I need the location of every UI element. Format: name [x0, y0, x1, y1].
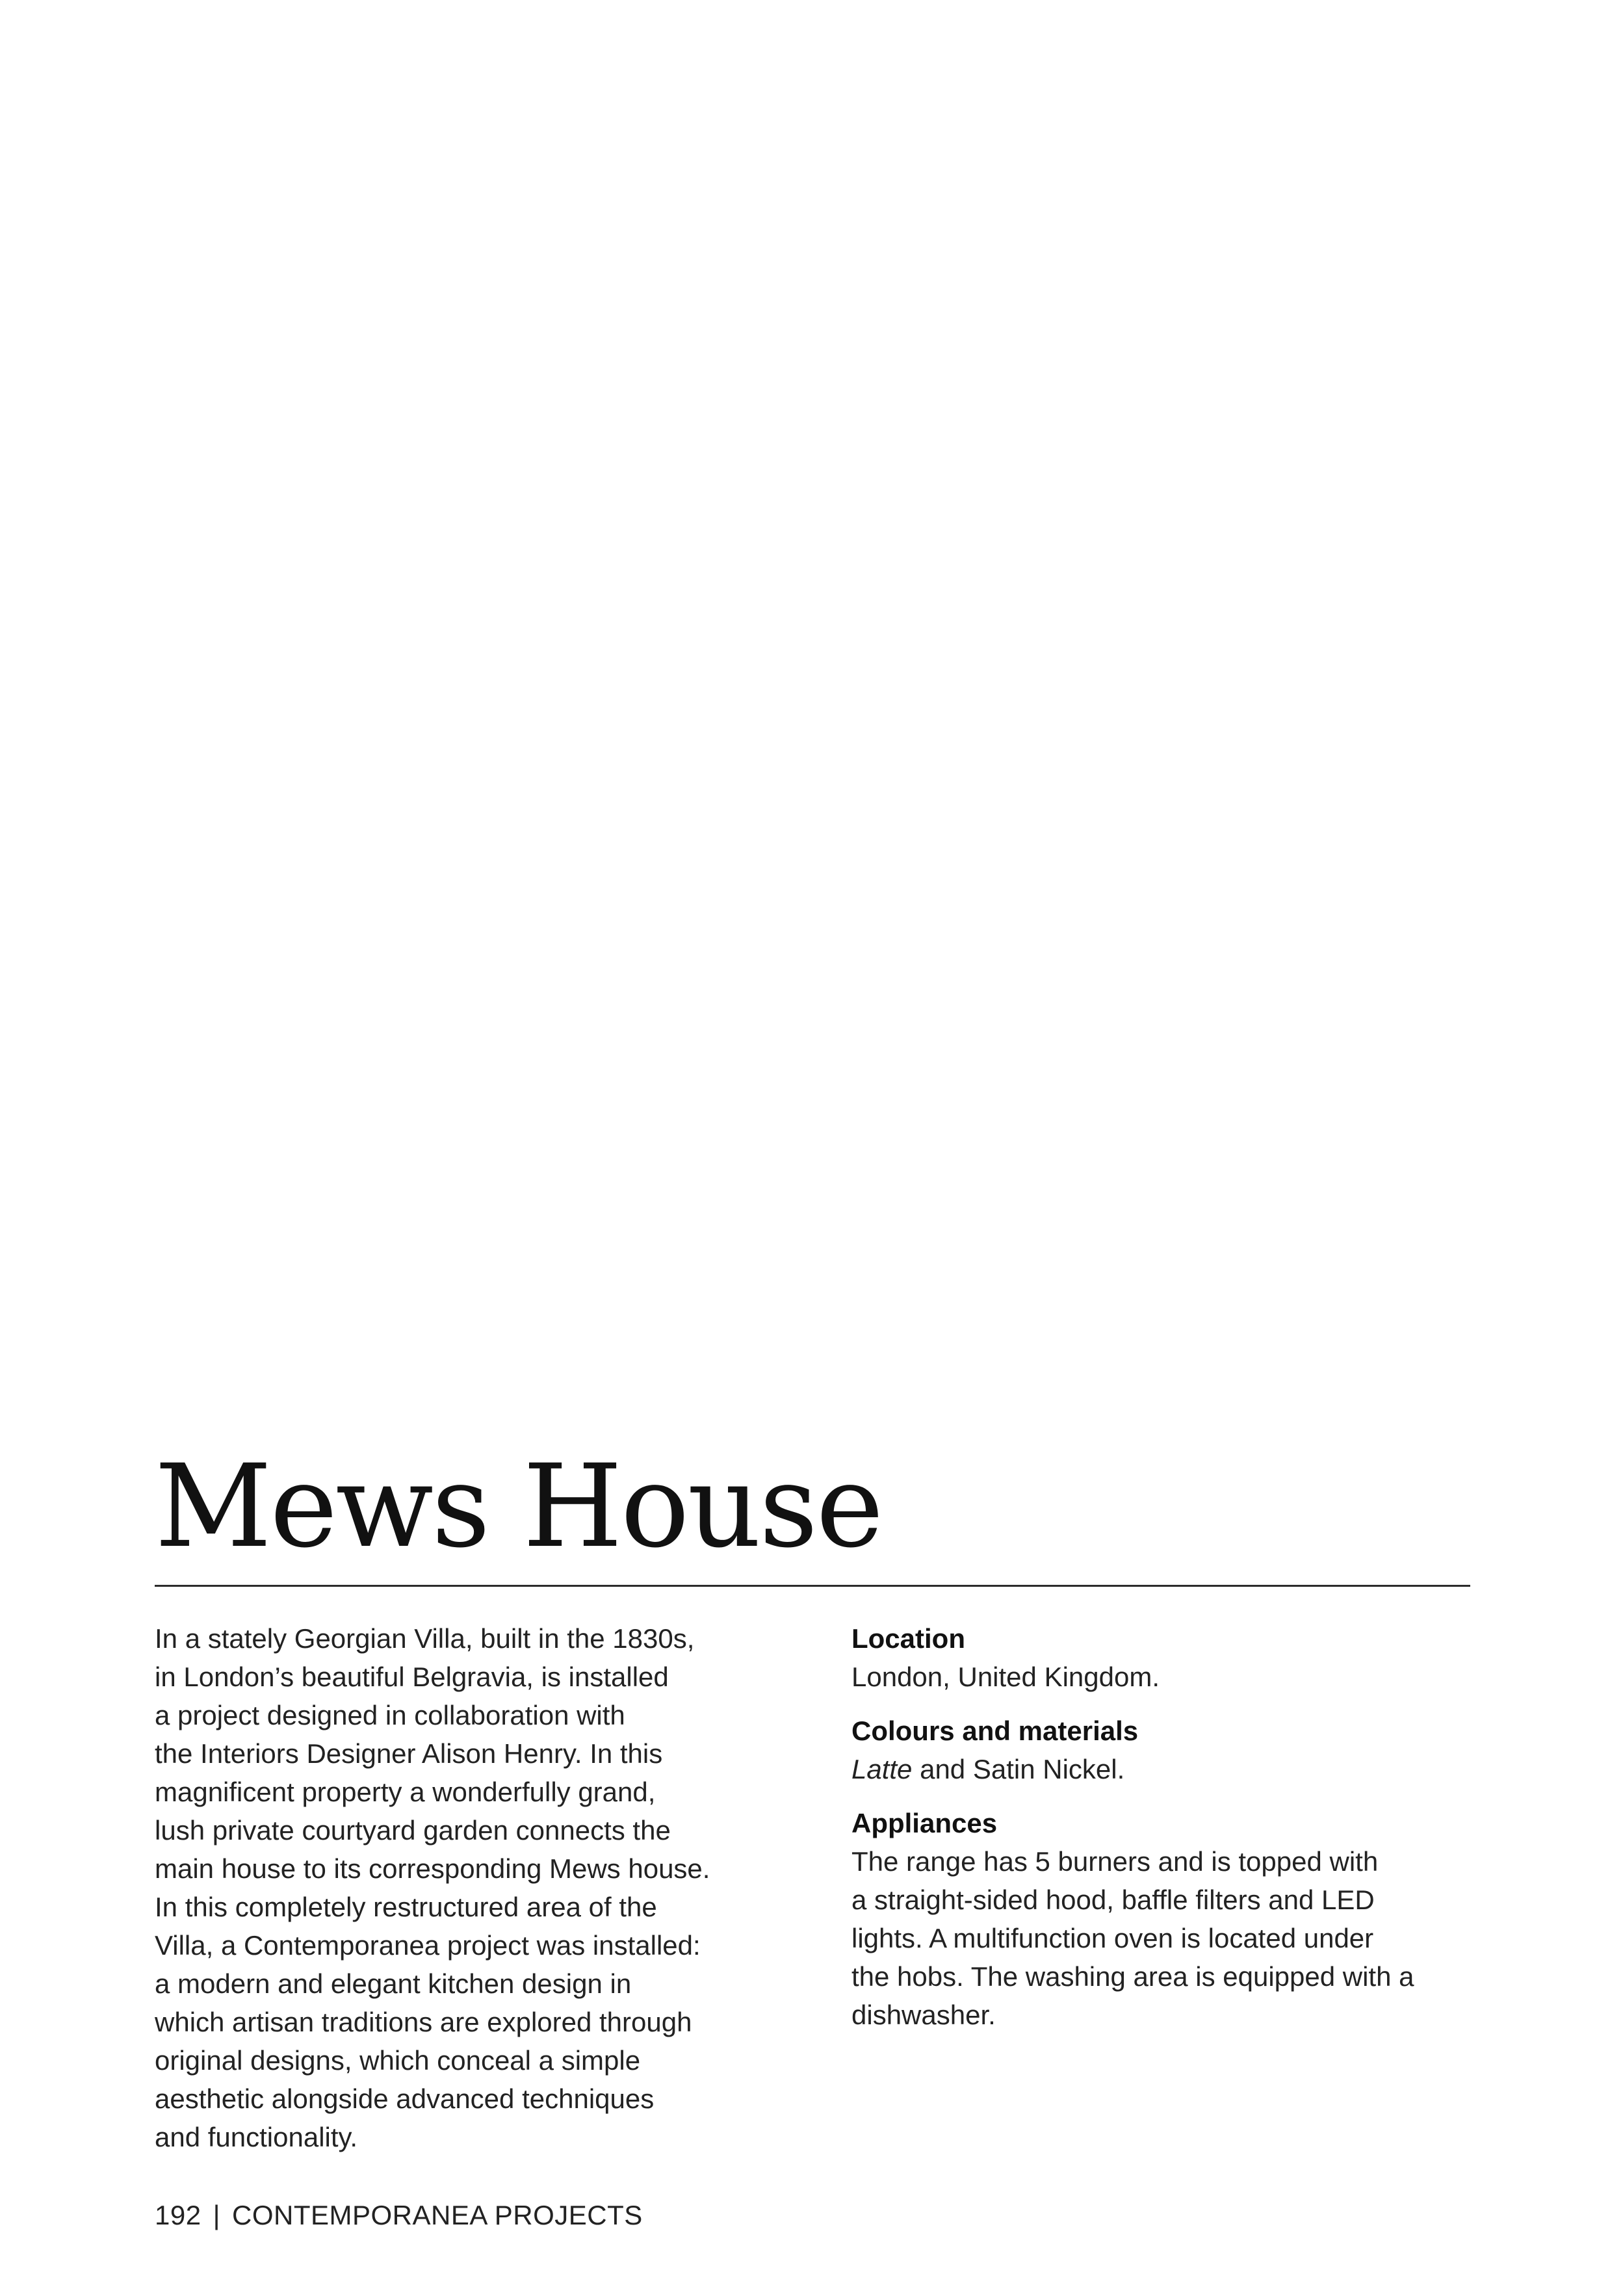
description-line: In a stately Georgian Villa, built in the 1830s, [155, 1623, 695, 1654]
footer-separator: | [213, 2200, 220, 2230]
project-details [851, 1619, 1475, 2050]
title-divider [155, 1585, 1470, 1587]
appliances-label: Appliances [851, 1808, 998, 1838]
description-line: Villa, a Contemporanea project was installed: [155, 1930, 701, 1961]
project-description [155, 1619, 811, 2156]
appliances-line: dishwasher. [851, 2000, 996, 2030]
description-line: the Interiors Designer Alison Henry. In this [155, 1738, 663, 1769]
description-line: a modern and elegant kitchen design in [155, 1968, 632, 1999]
description-line: and functionality. [155, 2122, 358, 2152]
description-line: a project designed in collaboration with [155, 1700, 625, 1730]
description-line: lush private courtyard garden connects the [155, 1815, 671, 1846]
appliances-line: the hobs. The washing area is equipped with a [851, 1961, 1414, 1992]
description-line: aesthetic alongside advanced techniques [155, 2083, 655, 2114]
description-line: magnificent property a wonderfully grand, [155, 1777, 656, 1807]
description-line: original designs, which conceal a simple [155, 2045, 641, 2076]
location-block [851, 1619, 1475, 1696]
colour-name: Latte [851, 1754, 913, 1784]
appliances-line: lights. A multifunction oven is located under [851, 1923, 1374, 1953]
appliances-line: The range has 5 burners and is topped with [851, 1846, 1379, 1877]
description-line: which artisan traditions are explored through [155, 2007, 692, 2037]
appliances-line: a straight-sided hood, baffle filters and LED [851, 1885, 1375, 1915]
page-footer [155, 2196, 643, 2234]
location-label: Location [851, 1623, 965, 1654]
page-number: 192 [155, 2200, 201, 2230]
colours-value [851, 1750, 1475, 1788]
colours-block [851, 1712, 1475, 1788]
section-name: CONTEMPORANEA PROJECTS [232, 2200, 643, 2230]
appliances-block [851, 1804, 1475, 2034]
location-value: London, United Kingdom. [851, 1662, 1160, 1692]
description-line: in London’s beautiful Belgravia, is installed [155, 1662, 669, 1692]
description-line: main house to its corresponding Mews house. [155, 1853, 710, 1884]
colours-label: Colours and materials [851, 1715, 1139, 1746]
description-line: In this completely restructured area of the [155, 1892, 657, 1922]
colours-value-rest: and Satin Nickel. [912, 1754, 1125, 1784]
page-title: Mews House [155, 1440, 882, 1573]
